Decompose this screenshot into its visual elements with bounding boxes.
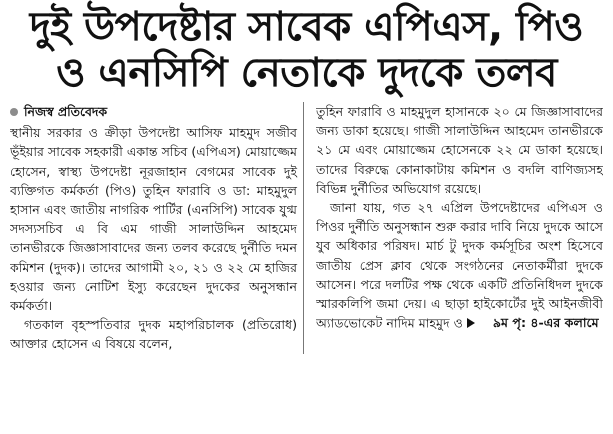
right-paragraph-1: তুহিন ফারাবি ও মাহমুদুল হাসানকে ২০ মে জিজ্ঞাসাবাদের জন্য ডাকা হয়েছে। গাজী সালাউদ্দিন আহমেদ তানভীরকে ২১ মে এবং মোয়াজ্জেম হোসেনকে ২২ মে ডাকা হয়েছে। তাদের বিরুদ্ধে কোনাকাটায় কমিশন ও বদলি বাণিজ্যসহ বিভিন্ন দুর্নীতির অভিযোগ রয়েছে। [316, 104, 603, 196]
right-column [316, 102, 603, 354]
left-paragraph-2: গতকাল বৃহস্পতিবার দুদক মহাপরিচালক (প্রতিরোধ) আক্তার হোসেন এ বিষয়ে বলেন, [10, 317, 297, 352]
bullet-icon [10, 108, 18, 116]
headline-line-1: দুই উপদেষ্টার সাবেক এপিএস, পিও [29, 4, 584, 50]
right-paragraph-2 [316, 198, 603, 333]
continued-on-text: ৯ম পৃ: ৪-এর কলামে [492, 315, 599, 331]
headline-line-2: ও এনসিপি নেতাকে দুদকে তলব [56, 50, 557, 96]
byline-text: নিজস্ব প্রতিবেদক [24, 104, 108, 119]
left-paragraph-1: স্থানীয় সরকার ও ক্রীড়া উপদেষ্টা আসিফ মাহমুদ সজীব ভূঁইয়ার সাবেক সহকারী একান্ত সচিব (এপিএস) মোয়াজ্জেম হোসেন, স্বাস্থ্য উপদেষ্টা নূরজাহান বেগমের সাবেক দুই ব্যক্তিগত কর্মকর্তা (পিও) তুহিন ফারাবি ও ডা: মাহমুদুল হাসান এবং জাতীয় নাগরিক পার্টির (এনসিপি) সাবেক যুগ্ম সদস্যসচিব এ বি এম গাজী সালাউদ্দিন আহমেদ তানভীরকে জিজ্ঞাসাবাদের জন্য তলব করেছে দুর্নীতি দমন কমিশন (দুদক)। তাদের আগামী ২০, ২১ ও ২২ মে হাজির হওয়ার জন্য নোটিশ ইস্যু করেছেন দুদকের অনুসন্ধান কর্মকর্তা। [10, 125, 297, 314]
byline [10, 102, 297, 121]
continued-on-link[interactable] [467, 313, 599, 332]
arrow-right-icon [467, 318, 475, 328]
right-paragraph-2-text: জানা যায়, গত ২৭ এপ্রিল উপদেষ্টাদের এপিএস ও পিওর দুর্নীতি অনুসন্ধান শুরু করার দাবি নিয়ে দুদকে আসে যুব অধিকার পরিষদ। মার্চ টু দুদক কর্মসূচির অংশ হিসেবে জাতীয় প্রেস ক্লাব থেকে সংগঠনের নেতাকর্মীরা দুদকে আসেন। পরে দলটির পক্ষ থেকে একটি প্রতিনিধিদল দুদকে স্মারকলিপি জমা দেয়। এ ছাড়া হাইকোর্টের দুই আইনজীবী অ্যাডভোকেট নাদিম মাহমুদ ও [316, 200, 603, 331]
left-column [10, 102, 304, 354]
headline [10, 6, 603, 94]
article-columns [10, 102, 603, 354]
